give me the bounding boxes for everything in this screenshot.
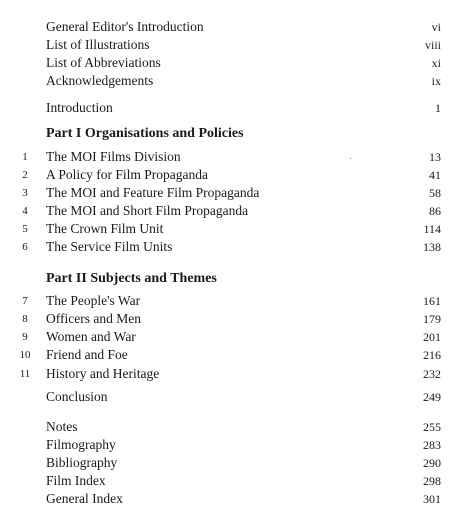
- toc-chapter: [0, 310, 467, 328]
- entry-page: 255: [423, 420, 441, 434]
- chapter-number: 6: [22, 241, 28, 253]
- entry-page: ix: [431, 74, 441, 88]
- entry-page: 283: [423, 438, 441, 452]
- entry-title: Introduction: [46, 100, 113, 115]
- chapter-number: 1: [22, 151, 28, 163]
- chapter-number: 4: [22, 205, 28, 217]
- chapter-number: 10: [19, 349, 31, 361]
- toc-entry: [0, 18, 467, 36]
- entry-page: 1: [435, 101, 441, 115]
- entry-page: 298: [423, 474, 441, 488]
- chapter-page: 232: [423, 367, 441, 381]
- chapter-page: 114: [423, 222, 441, 236]
- chapter-title: History and Heritage: [46, 366, 160, 381]
- toc-entry: [0, 72, 467, 90]
- chapter-page: 138: [423, 240, 441, 254]
- entry-title: Film Index: [46, 473, 106, 488]
- entry-page: 249: [423, 390, 441, 404]
- entry-page: xi: [431, 56, 441, 70]
- chapter-title: Friend and Foe: [46, 347, 128, 362]
- chapter-number: 9: [22, 331, 28, 343]
- toc-entry-introduction: [0, 99, 467, 117]
- chapter-number: 7: [22, 295, 28, 307]
- chapter-title: The MOI and Short Film Propaganda: [46, 203, 249, 218]
- chapter-number: 2: [22, 169, 28, 181]
- entry-title: Bibliography: [46, 455, 118, 470]
- toc-entry: [0, 436, 467, 454]
- chapter-page: 13: [429, 150, 441, 164]
- entry-title: General Editor's Introduction: [46, 19, 204, 34]
- chapter-page: 201: [423, 330, 441, 344]
- toc-chapter: [0, 346, 467, 364]
- toc-chapter: [0, 292, 467, 310]
- entry-title: General Index: [46, 491, 123, 506]
- chapter-title: Women and War: [46, 329, 136, 344]
- toc-chapter: [0, 238, 467, 256]
- chapter-title: The MOI and Feature Film Propaganda: [46, 185, 260, 200]
- chapter-title: A Policy for Film Propaganda: [46, 167, 208, 182]
- entry-title: Conclusion: [46, 389, 108, 404]
- chapter-page: 58: [429, 186, 441, 200]
- toc-chapter: [0, 328, 467, 346]
- chapter-number: 3: [22, 187, 28, 199]
- toc-chapter: [0, 365, 467, 383]
- toc-entry: [0, 490, 467, 508]
- entry-title: Notes: [46, 419, 78, 434]
- toc-entry: [0, 454, 467, 472]
- toc-entry-conclusion: [0, 388, 467, 406]
- entry-page: 290: [423, 456, 441, 470]
- entry-page: vi: [431, 20, 441, 34]
- chapter-number: 11: [19, 368, 31, 380]
- toc-entry: [0, 418, 467, 436]
- chapter-title: Officers and Men: [46, 311, 141, 326]
- toc-chapter: [0, 184, 467, 202]
- part-heading: Part II Subjects and Themes: [46, 271, 217, 286]
- entry-page: 301: [423, 492, 441, 506]
- toc-entry: [0, 472, 467, 490]
- toc-chapter: [0, 166, 467, 184]
- toc-entry: [0, 54, 467, 72]
- chapter-title: The MOI Films Division: [46, 149, 181, 164]
- toc-chapter: [0, 202, 467, 220]
- toc-chapter: [0, 148, 467, 166]
- chapter-title: The Service Film Units: [46, 239, 173, 254]
- entry-page: viii: [424, 38, 441, 52]
- toc-entry: [0, 36, 467, 54]
- chapter-title: The Crown Film Unit: [46, 221, 164, 236]
- part-heading: Part I Organisations and Policies: [46, 126, 244, 141]
- chapter-page: 179: [423, 312, 441, 326]
- entry-title: Filmography: [46, 437, 116, 452]
- entry-title: List of Abbreviations: [46, 55, 161, 70]
- toc-chapter: [0, 220, 467, 238]
- entry-title: Acknowledgements: [46, 73, 154, 88]
- chapter-page: 161: [423, 294, 441, 308]
- chapter-page: 216: [423, 348, 441, 362]
- chapter-page: 41: [429, 168, 441, 182]
- chapter-title: The People's War: [46, 293, 141, 308]
- chapter-page: 86: [429, 204, 441, 218]
- chapter-number: 8: [22, 313, 28, 325]
- speck: [350, 158, 351, 159]
- entry-title: List of Illustrations: [46, 37, 150, 52]
- chapter-number: 5: [22, 223, 28, 235]
